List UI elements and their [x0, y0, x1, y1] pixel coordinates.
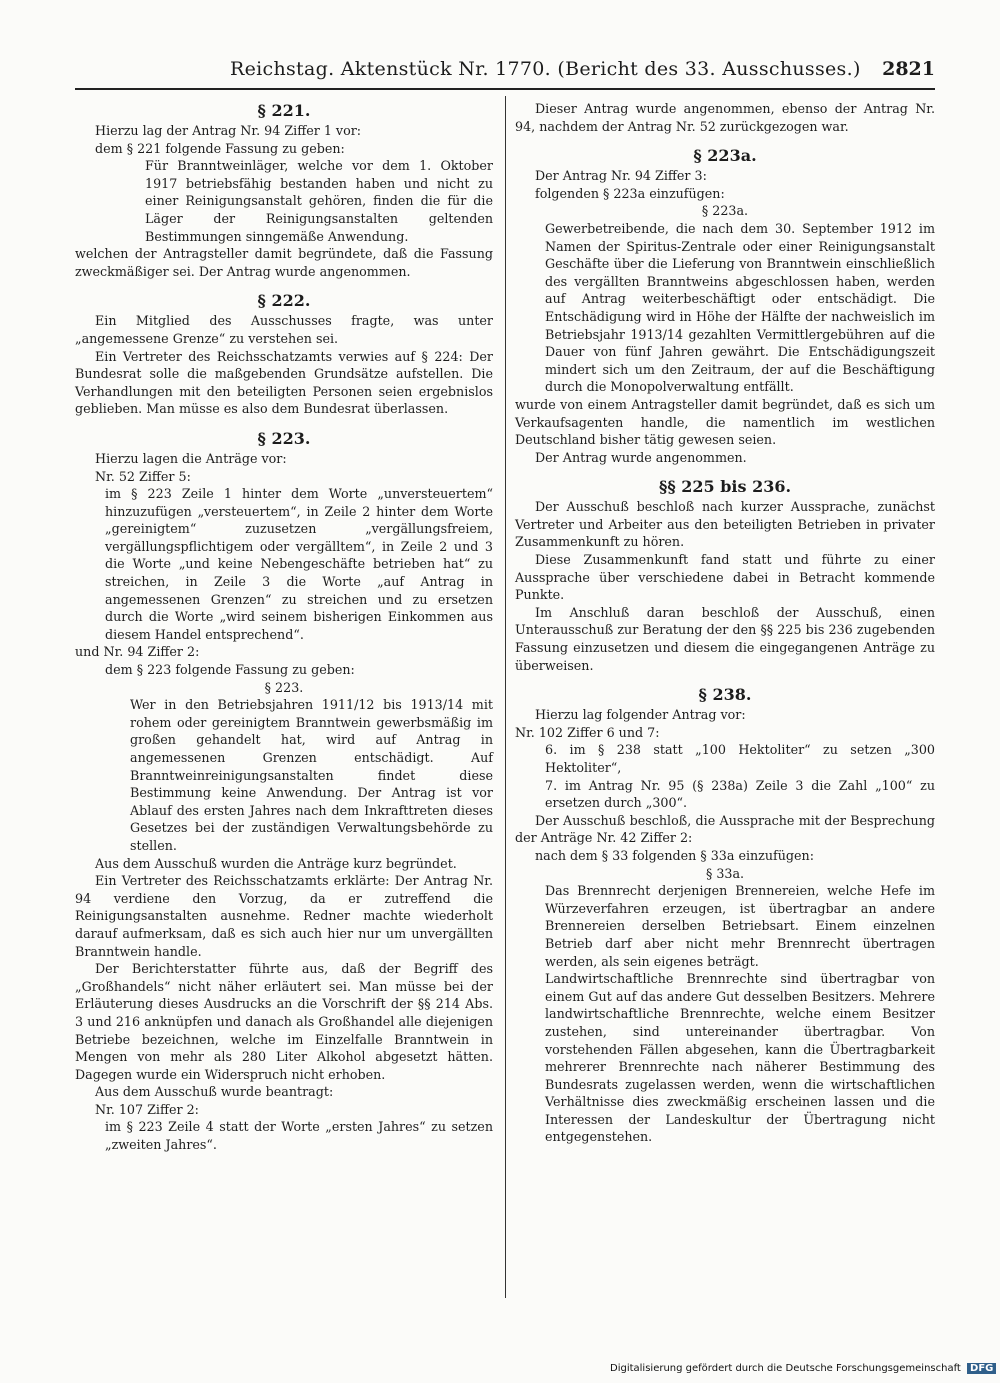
paragraph: nach dem § 33 folgenden § 33a einzufügen:: [535, 847, 814, 863]
paragraph: Ein Vertreter des Reichsschatzamts erklärte: Der Antrag Nr. 94 verdiene den Vorzug, da er zutreffend die Reinigungsanstalten ausnehme. Redner machte wiederholt darauf aufmerksam, daß es sich auch hier nur um unvergällten Branntwein handle.: [75, 873, 493, 959]
quoted-text: Wer in den Betriebsjahren 1911/12 bis 1913/14 mit rohem oder gereinigtem Branntwein gewerbsmäßig im großen gehandelt hat, wird auf Antrag in angemessenen Grenzen entschädigt. Auf Branntweinreinigungsanstalten findet diese Bestimmung keine Anwendung. Der Antrag ist vor Ablauf des ersten Jahres nach dem Inkrafttreten dieses Gesetzes bei der zuständigen Verwaltungsbehörde zu stellen.: [130, 697, 493, 853]
header-title: Reichstag. Aktenstück Nr. 1770. (Bericht des 33. Ausschusses.): [230, 58, 861, 80]
paragraph: folgenden § 223a einzufügen:: [535, 185, 725, 201]
page-number: 2821: [882, 58, 935, 80]
section-heading-223a: § 223a.: [693, 146, 757, 166]
quoted-text: Das Brennrecht derjenigen Brennereien, welche Hefe im Würzeverfahren erzeugen, ist übertragbar an andere Brennereien derselben Betriebsart. Einem einzelnen Betrieb darf aber nicht mehr Brennrecht übertragen werden, als sein eigenes beträgt.: [545, 883, 935, 969]
motion-reference: Nr. 102 Ziffer 6 und 7:: [515, 724, 660, 740]
list-item: 6. im § 238 statt „100 Hektoliter“ zu setzen „300 Hektoliter“,: [545, 742, 935, 775]
subsection-label: § 33a.: [705, 865, 745, 881]
section-heading-223: § 223.: [257, 428, 311, 448]
section-heading-238: § 238.: [698, 685, 752, 705]
motion-reference: und Nr. 94 Ziffer 2:: [75, 644, 200, 660]
quoted-text: Gewerbetreibende, die nach dem 30. September 1912 im Namen der Spiritus-Zentrale oder einer Reinigungsanstalt Geschäfte über die Lieferung von Branntwein einschließlich des vergällten Branntweins abgeschlossen haben, werden auf Antrag weiterbeschäftigt oder entschädigt. Die Entschädigung wird in Höhe der Hälfte der nachweislich im Betriebsjahr 1913/14 gezahlten Vermittlergebühren auf die Dauer von fünf Jahren gewährt. Die Entschädigungszeit mindert sich um den Zeitraum, der auf die Beschäftigung durch die Monopolverwaltung entfällt.: [545, 220, 935, 395]
paragraph: Im Anschluß daran beschloß der Ausschuß, einen Unterausschuß zur Beratung der den §§ 225 bis 236 zugebenden Fassung einzusetzen und diesem die eingegangenen Anträge zu überweisen.: [515, 604, 935, 673]
paragraph: Der Ausschuß beschloß nach kurzer Aussprache, zunächst Vertreter und Arbeiter aus den beteiligten Betrieben in privater Zusammenkunft zu hören.: [515, 499, 935, 550]
subsection-label: § 223a.: [701, 203, 749, 219]
quoted-text: Für Branntweinläger, welche vor dem 1. Oktober 1917 betriebsfähig bestanden haben und nicht zu einer Reinigungsanstalt gehören, finden die für die Läger der Reinigungsanstalten geltenden Bestimmungen sinngemäße Anwendung.: [145, 158, 493, 244]
dfg-logo: DFG: [967, 1363, 996, 1374]
paragraph: welchen der Antragsteller damit begründete, daß die Fassung zweckmäßiger sei. Der Antrag wurde angenommen.: [75, 246, 493, 279]
motion-reference: Nr. 52 Ziffer 5:: [95, 468, 191, 484]
subsection-label: § 223.: [264, 679, 304, 695]
paragraph: dem § 223 folgende Fassung zu geben:: [105, 662, 355, 678]
paragraph: Hierzu lag der Antrag Nr. 94 Ziffer 1 vor:: [95, 123, 362, 138]
paragraph: Der Berichterstatter führte aus, daß der Begriff des „Großhandels“ nicht näher erläutert sei. Man müsse bei der Erläuterung dieses Ausdrucks an die Vorschrift der §§ 214 Abs. 3 und 216 anknüpfen und danach als Großhandel alle diejenigen Betriebe bezeichnen, welche im Einzelfalle Branntwein in Mengen von mehr als 280 Liter Alkohol abgesetzt hätten. Dagegen wurde ein Widerspruch nicht erhoben.: [75, 961, 493, 1082]
list-item: 7. im Antrag Nr. 95 (§ 238a) Zeile 3 die Zahl „100“ zu ersetzen durch „300“.: [545, 777, 935, 811]
quoted-text: im § 223 Zeile 4 statt der Worte „ersten Jahres“ zu setzen „zweiten Jahres“.: [105, 1119, 493, 1153]
paragraph: Hierzu lag folgender Antrag vor:: [535, 707, 746, 723]
digitization-credit: [610, 1363, 996, 1374]
left-column: [75, 100, 493, 1154]
footer-text: Digitalisierung gefördert durch die Deutsche Forschungsgemeinschaft: [610, 1363, 961, 1374]
paragraph: Ein Mitglied des Ausschusses fragte, was unter „angemessene Grenze“ zu verstehen sei.: [75, 313, 493, 346]
paragraph: Der Antrag Nr. 94 Ziffer 3:: [535, 168, 707, 184]
quoted-text: im § 223 Zeile 1 hinter dem Worte „unversteuertem“ hinzuzufügen „versteuertem“, in Zeile 2 hinter dem Worte „gereinigtem“ zuzusetzen „vergällungsfreiem, vergällungspflichtigem oder vergälltem“, in Zeile 2 und 3 die Worte „und keine Nebengeschäfte betrieben hat“ zu streichen, in Zeile 3 die Worte „auf Antrag in angemessenen Grenzen“ zu streichen und zu ersetzen durch die Worte „wird seinem bisherigen Einkommen aus diesem Handel entsprechend“.: [105, 486, 493, 642]
paragraph: Der Antrag wurde angenommen.: [535, 449, 747, 465]
running-header: [75, 58, 935, 92]
section-heading-221: § 221.: [257, 101, 311, 120]
right-column: [515, 100, 935, 1146]
paragraph: Dieser Antrag wurde angenommen, ebenso der Antrag Nr. 94, nachdem der Antrag Nr. 52 zurückgezogen war.: [515, 101, 935, 134]
column-divider: [505, 96, 506, 1298]
header-rule: [75, 88, 935, 90]
paragraph: wurde von einem Antragsteller damit begründet, daß es sich um Verkaufsagenten handle, die namentlich im westlichen Deutschland bisher tätig gewesen seien.: [515, 396, 935, 448]
paragraph: Aus dem Ausschuß wurde beantragt:: [95, 1084, 334, 1100]
section-heading-222: § 222.: [257, 291, 311, 311]
quoted-text: Landwirtschaftliche Brennrechte sind übertragbar von einem Gut auf das andere Gut desselben Besitzers. Mehrere landwirtschaftliche Brennrechte, welche einem Besitzer zustehen, sind untereinander übertragbar. Von vorstehenden Fällen abgesehen, kann die Übertragbarkeit mehrerer Brennrechte nach näherer Bestimmung des Bundesrats zugelassen werden, wenn die wirtschaftlichen Verhältnisse dies zweckmäßig erscheinen lassen und die Interessen der Landeskultur der Übertragung nicht entgegenstehen.: [545, 971, 935, 1145]
paragraph: Der Ausschuß beschloß, die Aussprache mit der Besprechung der Anträge Nr. 42 Ziffer 2:: [515, 812, 935, 846]
section-heading-225-236: §§ 225 bis 236.: [658, 477, 792, 497]
paragraph: Diese Zusammenkunft fand statt und führte zu einer Aussprache über verschiedene dabei in Betracht kommende Punkte.: [515, 552, 935, 603]
paragraph: Hierzu lagen die Anträge vor:: [95, 450, 287, 466]
paragraph: dem § 221 folgende Fassung zu geben:: [95, 140, 345, 156]
paragraph: Ein Vertreter des Reichsschatzamts verwies auf § 224: Der Bundesrat solle die maßgebenden Grundsätze aufstellen. Die Verhandlungen mit den beteiligten Personen seien ergebnislos geblieben. Man müsse es also dem Bundesrat überlassen.: [75, 348, 493, 417]
paragraph: Aus dem Ausschuß wurden die Anträge kurz begründet.: [95, 855, 457, 871]
motion-reference: Nr. 107 Ziffer 2:: [95, 1101, 199, 1117]
